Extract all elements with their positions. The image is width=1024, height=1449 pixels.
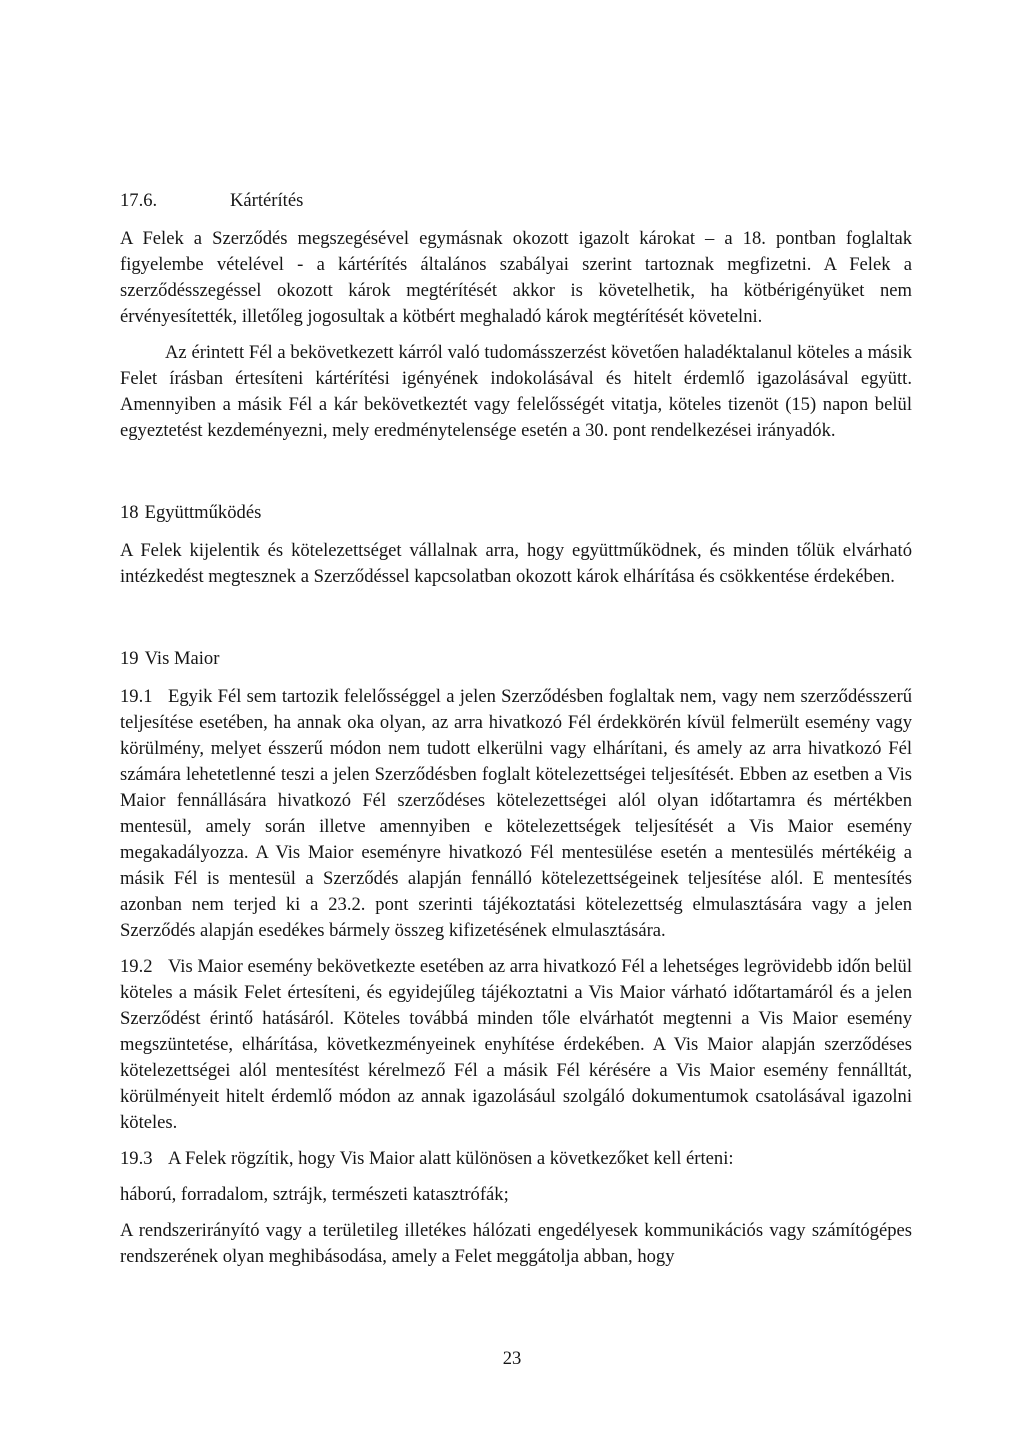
section-19-1-text: Egyik Fél sem tartozik felelősséggel a jelen Szerződésben foglaltak nem, vagy nem szerződésszerű teljesítése esetében, ha annak oka olyan, az arra hivatkozó Fél érdekkörén kívül felmerült esemény vagy körülmény, melyet ésszerű módon nem tudott elkerülni vagy elhárítani, és amely az arra hivatkozó Fél számára lehetetlenné teszi a jelen Szerződésben foglalt kötelezettségei teljesítését. Ebben az esetben a Vis Maior fennállására hivatkozó Fél szerződéses kötelezettségei alól olyan időtartamra és mértékben mentesül, amely során illetve amennyiben e kötelezettségek teljesítését a Vis Maior esemény megakadályozza. A Vis Maior eseményre hivatkozó Fél mentesülése esetén a mentesülés mértékéig a másik Fél is mentesül a Szerződés alapján fennálló kötelezettségeinek teljesítése alól. E mentesítés azonban nem terjed ki a 23.2. pont szerinti tájékoztatási kötelezettség elmulasztására vagy a jelen Szerződés alapján esedékes bármely összeg kifizetésének elmulasztására. <box>120 686 912 941</box>
section-18-title: Együttműködés <box>144 502 262 523</box>
section-18-paragraph: A Felek kijelentik és kötelezettséget vállalnak arra, hogy együttműködnek, és minden tőlük elvárható intézkedést megtesznek a Szerződéssel kapcsolatban okozott károk elhárítása és csökkentése érdekében. <box>120 540 912 587</box>
section-17-6-paragraph-2: Az érintett Fél a bekövetkezett kárról való tudomásszerzést követően haladéktalanul köteles a másik Felet írásban értesíteni kártérítési igényének indokolásával és hitelt érdemlő igazolásával együtt. Amennyiben a másik Fél a kár bekövetkeztét vagy felelősségét vitatja, köteles tizenöt (15) napon belül egyeztetést kezdeményezni, mely eredménytelensége esetén a 30. pont rendelkezései irányadók. <box>120 342 912 441</box>
section-19-number: 19 <box>120 648 139 669</box>
section-19-2-number: 19.2 <box>120 956 153 977</box>
section-19-3-text: A Felek rögzítik, hogy Vis Maior alatt különösen a következőket kell érteni: <box>168 1148 734 1169</box>
section-19-1-number: 19.1 <box>120 686 153 707</box>
section-19-3 <box>120 1146 912 1172</box>
section-18-heading <box>120 500 912 526</box>
section-19-2 <box>120 954 912 1136</box>
document-body <box>120 188 912 1270</box>
section-18-number: 18 <box>120 502 139 523</box>
section-17-6-number: 17.6. <box>120 190 158 211</box>
page-number: 23 <box>502 1348 522 1369</box>
section-19-1 <box>120 684 912 944</box>
section-17-6-title: Kártérítés <box>230 190 304 211</box>
section-19-3-list-item-2: A rendszerirányító vagy a területileg illetékes hálózati engedélyesek kommunikációs vagy számítógépes rendszerének olyan meghibásodása, amely a Felet meggátolja abban, hogy <box>120 1220 912 1267</box>
section-19-title: Vis Maior <box>144 648 220 669</box>
section-19-2-text: Vis Maior esemény bekövetkezte esetében az arra hivatkozó Fél a lehetséges legrövidebb időn belül köteles a másik Felet értesíteni, és egyidejűleg tájékoztatni a Vis Maior várható időtartamáról és a jelen Szerződést érintő hatásáról. Köteles továbbá minden tőle elvárhatót megtenni a Vis Maior esemény megszüntetése, elhárítása, következményeinek enyhítése érdekében. A Vis Maior alapján szerződéses kötelezettségei alól mentesítést kérelmező Fél a másik Fél kérésére a Vis Maior esemény fennálltát, körülményeit hitelt érdemlő módon az annak igazolásául szolgáló dokumentumok csatolásával igazolni köteles. <box>120 956 912 1133</box>
section-17-6-paragraph-1: A Felek a Szerződés megszegésével egymásnak okozott igazolt károkat – a 18. pontban foglaltak figyelembe vételével - a kártérítés általános szabályai szerint tartoznak megfizetni. A Felek a szerződésszegéssel okozott károk megtérítését akkor is követelhetik, ha kötbérigényüket nem érvényesítették, illetőleg jogosultak a kötbért meghaladó károk megtérítését követelni. <box>120 228 912 327</box>
section-19-3-number: 19.3 <box>120 1148 153 1169</box>
section-19-3-list-item-1: háború, forradalom, sztrájk, természeti katasztrófák; <box>120 1184 509 1205</box>
section-17-6-heading <box>120 188 912 214</box>
section-19-heading <box>120 646 912 672</box>
